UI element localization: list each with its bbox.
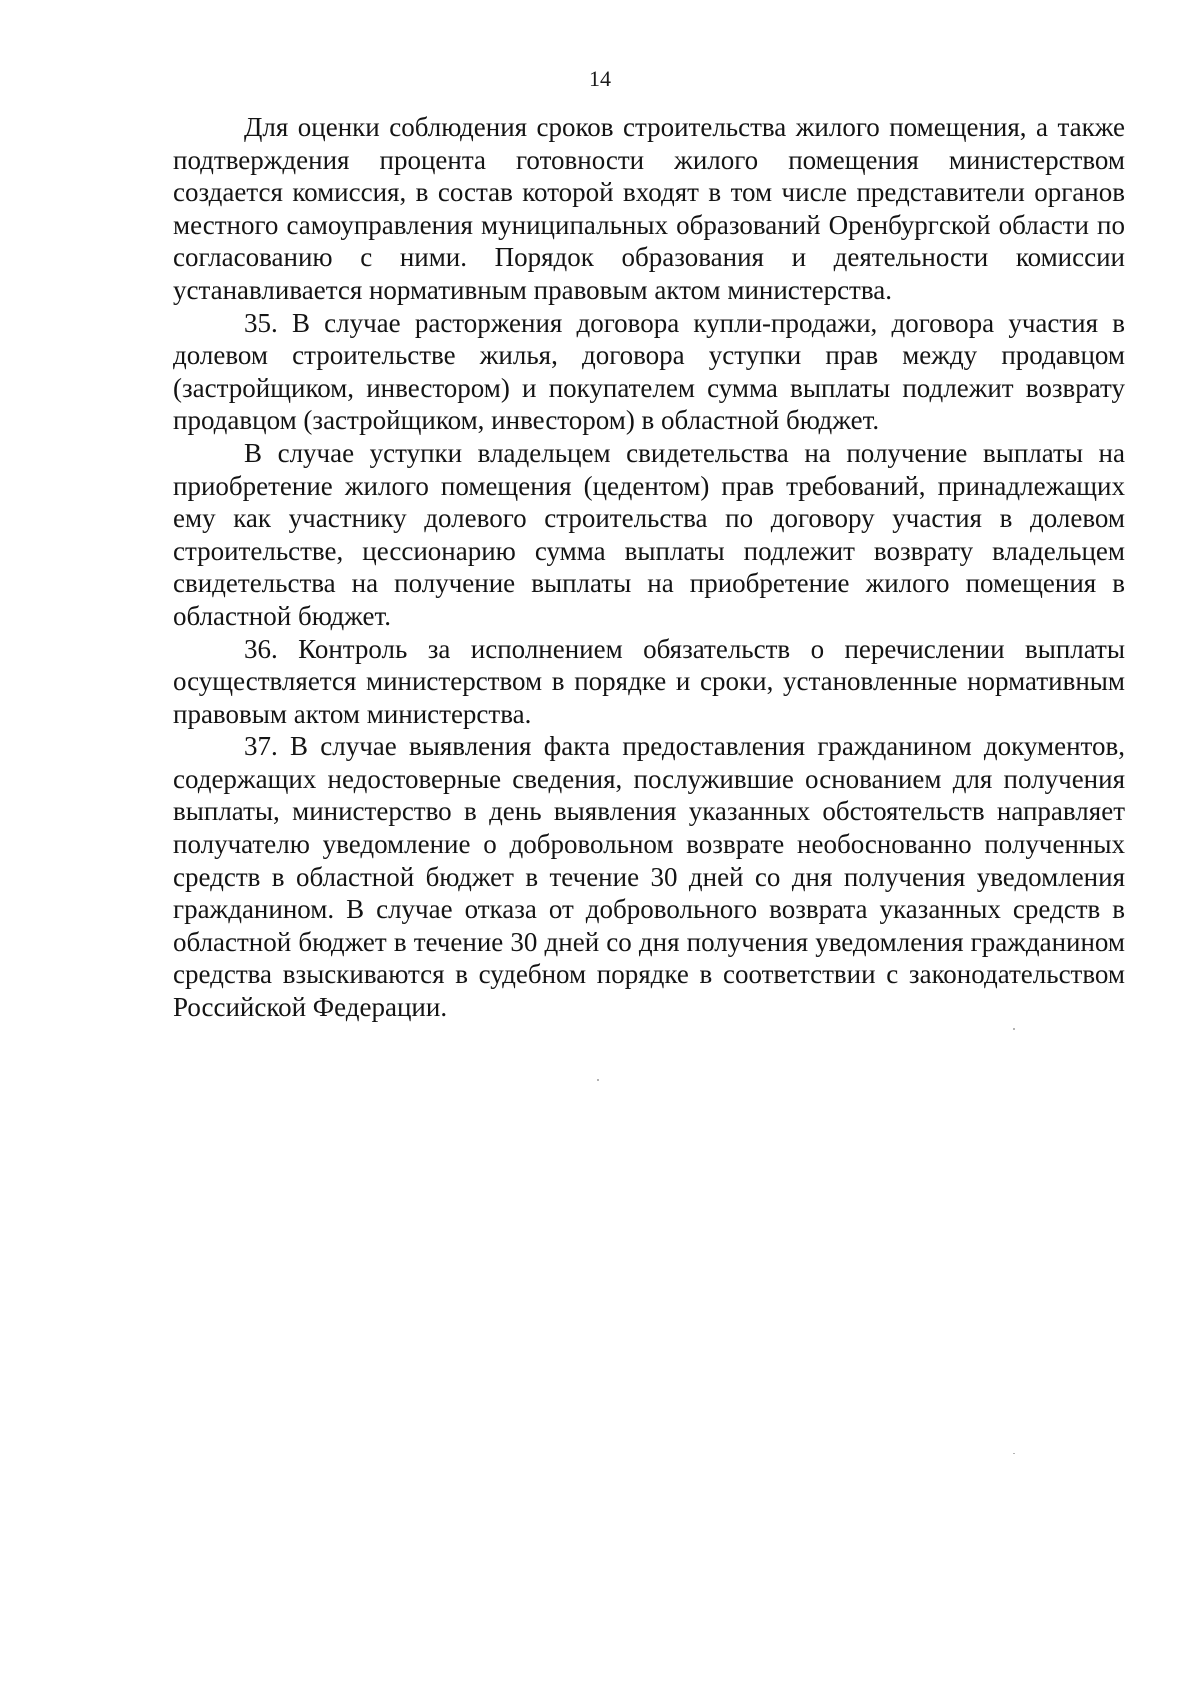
paragraph-37: 37. В случае выявления факта предоставления гражданином документов, содержащих недостоверные сведения, послужившие основанием для получения выплаты, министерство в день выявления указанных обстоятельств направляет получателю уведомление о добровольном возврате необоснованно полученных средств в областной бюджет в течение 30 дней со дня получения уведомления гражданином. В случае отказа от добровольного возврата указанных средств в областной бюджет в течение 30 дней со дня получения уведомления гражданином средства взыскиваются в судебном порядке в соответствии с законодательством Российской Федерации. bbox=[173, 731, 1125, 1023]
paragraph-36: 36. Контроль за исполнением обязательств о перечислении выплаты осуществляется министерством в порядке и сроки, установленные нормативным правовым актом министерства. bbox=[173, 633, 1125, 729]
paragraph-commission: Для оценки соблюдения сроков строительства жилого помещения, а также подтверждения процента готовности жилого помещения министерством создается комиссия, в состав которой входят в том числе представители органов местного самоуправления муниципальных образований Оренбургской области по согласованию с ними. Порядок образования и деятельности комиссии устанавливается нормативным правовым актом министерства. bbox=[173, 112, 1125, 305]
scan-speck bbox=[597, 1079, 599, 1081]
document-body bbox=[173, 111, 1125, 1024]
scan-speck bbox=[1013, 1453, 1015, 1454]
page-number: 14 bbox=[589, 66, 611, 91]
paragraph-assignment: В случае уступки владельцем свидетельства на получение выплаты на приобретение жилого помещения (цедентом) прав требований, принадлежащих ему как участнику долевого строительства по договору участия в долевом строительстве, цессионарию сумма выплаты подлежит возврату владельцем свидетельства на получение выплаты на приобретение жилого помещения в областной бюджет. bbox=[173, 437, 1125, 631]
paragraph-35: 35. В случае расторжения договора купли-продажи, договора участия в долевом строительстве жилья, договора уступки прав между продавцом (застройщиком, инвестором) и покупателем сумма выплаты подлежит возврату продавцом (застройщиком, инвестором) в областной бюджет. bbox=[173, 307, 1125, 436]
scan-speck bbox=[1013, 1028, 1015, 1030]
